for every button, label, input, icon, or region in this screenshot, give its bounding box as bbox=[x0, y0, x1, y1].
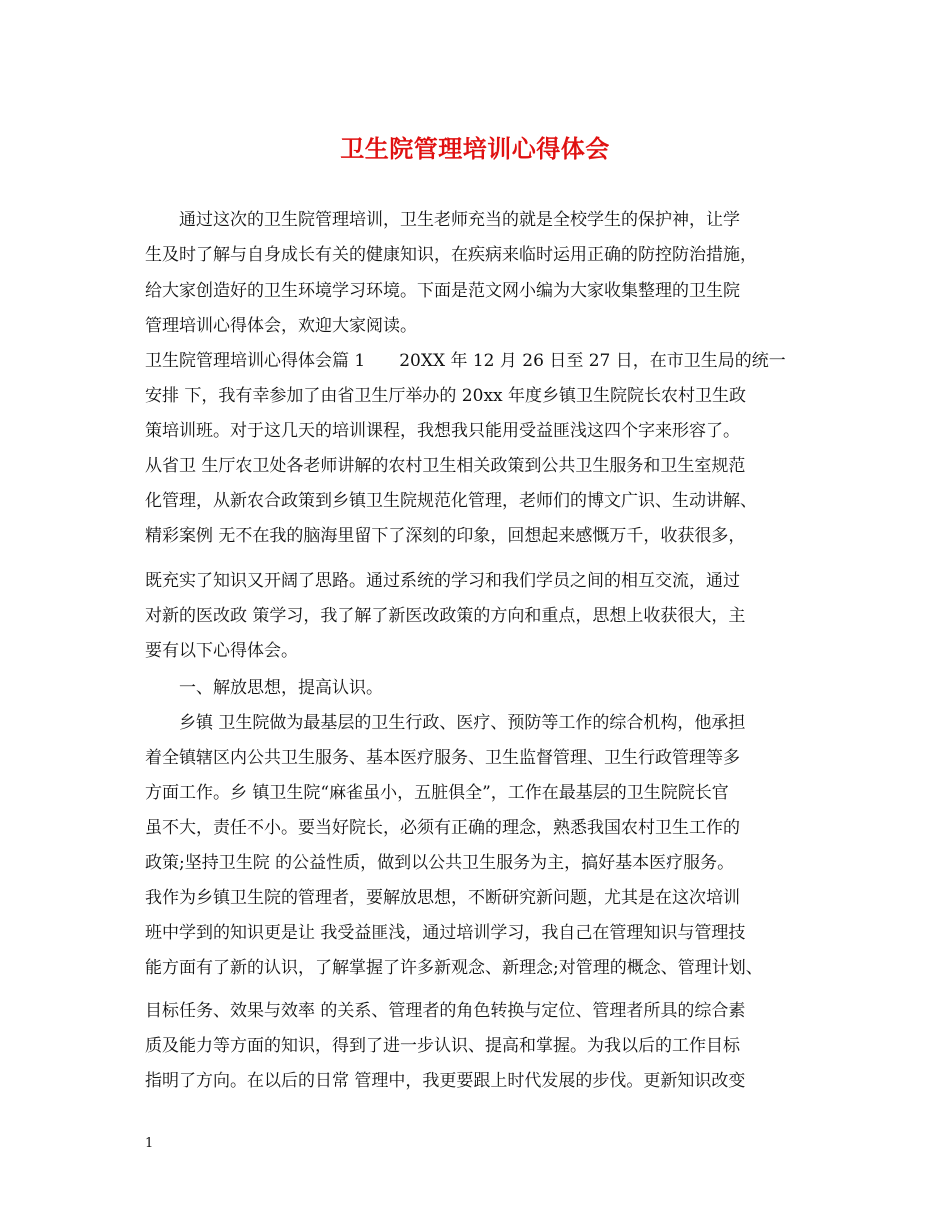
page-number: 1 bbox=[145, 1136, 154, 1151]
text-line: 我作为乡镇卫生院的管理者，要解放思想，不断研究新问题，尤其是在这次培训 bbox=[145, 888, 740, 908]
text-line: 虽不大，责任不小。要当好院长，必须有正确的理念，熟悉我国农村卫生工作的 bbox=[145, 818, 740, 838]
text-line: 管理培训心得体会，欢迎大家阅读。 bbox=[145, 316, 417, 336]
text-line: 乡镇 卫生院做为最基层的卫生行政、医疗、预防等工作的综合机构，他承担 bbox=[179, 713, 746, 733]
text-line: 能方面有了新的认识，了解掌握了许多新观念、新理念;对管理的概念、管理计划、 bbox=[145, 958, 763, 978]
section-heading: 一、解放思想，提高认识。 bbox=[179, 678, 383, 698]
text-line: 安排 下，我有幸参加了由省卫生厅举办的 20xx 年度乡镇卫生院院长农村卫生政 bbox=[145, 386, 747, 406]
text-line: 化管理，从新农合政策到乡镇卫生院规范化管理，老师们的博文广识、生动讲解、 bbox=[145, 491, 757, 511]
text-line: 给大家创造好的卫生环境学习环境。下面是范文网小编为大家收集整理的卫生院 bbox=[145, 281, 740, 301]
text-line: 策培训班。对于这几天的培训课程，我想我只能用受益匪浅这四个字来形容了。 bbox=[145, 421, 740, 441]
text-line: 从省卫 生厅农卫处各老师讲解的农村卫生相关政策到公共卫生服务和卫生室规范 bbox=[145, 456, 746, 476]
text-line: 通过这次的卫生院管理培训，卫生老师充当的就是全校学生的保护神，让学 bbox=[179, 210, 740, 230]
text-line: 要有以下心得体会。 bbox=[145, 641, 298, 661]
text-line: 政策;坚持卫生院 的公益性质，做到以公共卫生服务为主，搞好基本医疗服务。 bbox=[145, 853, 735, 873]
document-title: 卫生院管理培训心得体会 bbox=[340, 134, 610, 163]
text-line: 班中学到的知识更是让 我受益匪浅，通过培训学习，我自己在管理知识与管理技 bbox=[145, 923, 746, 943]
text-line: 生及时了解与自身成长有关的健康知识，在疾病来临时运用正确的防控防治措施， bbox=[145, 245, 757, 265]
text-line: 方面工作。乡 镇卫生院“麻雀虽小，五脏俱全”，工作在最基层的卫生院院长官 bbox=[145, 783, 729, 803]
text-line: 质及能力等方面的知识，得到了进一步认识、提高和掌握。为我以后的工作目标 bbox=[145, 1036, 740, 1056]
text-line: 对新的医改政 策学习，我了解了新医改政策的方向和重点，思想上收获很大，主 bbox=[145, 606, 746, 626]
text-line: 既充实了知识又开阔了思路。通过系统的学习和我们学员之间的相互交流，通过 bbox=[145, 571, 740, 591]
text-line: 指明了方向。在以后的日常 管理中，我更要跟上时代发展的步伐。更新知识改变 bbox=[145, 1071, 746, 1091]
text-line: 着全镇辖区内公共卫生服务、基本医疗服务、卫生监督管理、卫生行政管理等多 bbox=[145, 748, 740, 768]
text-line: 目标任务、效果与效率 的关系、管理者的角色转换与定位、管理者所具的综合素 bbox=[145, 1001, 746, 1021]
text-line: 卫生院管理培训心得体会篇 1 20XX 年 12 月 26 日至 27 日，在市卫生局的统一 bbox=[145, 351, 786, 371]
text-line: 精彩案例 无不在我的脑海里留下了深刻的印象，回想起来感慨万千，收获很多， bbox=[145, 526, 746, 546]
